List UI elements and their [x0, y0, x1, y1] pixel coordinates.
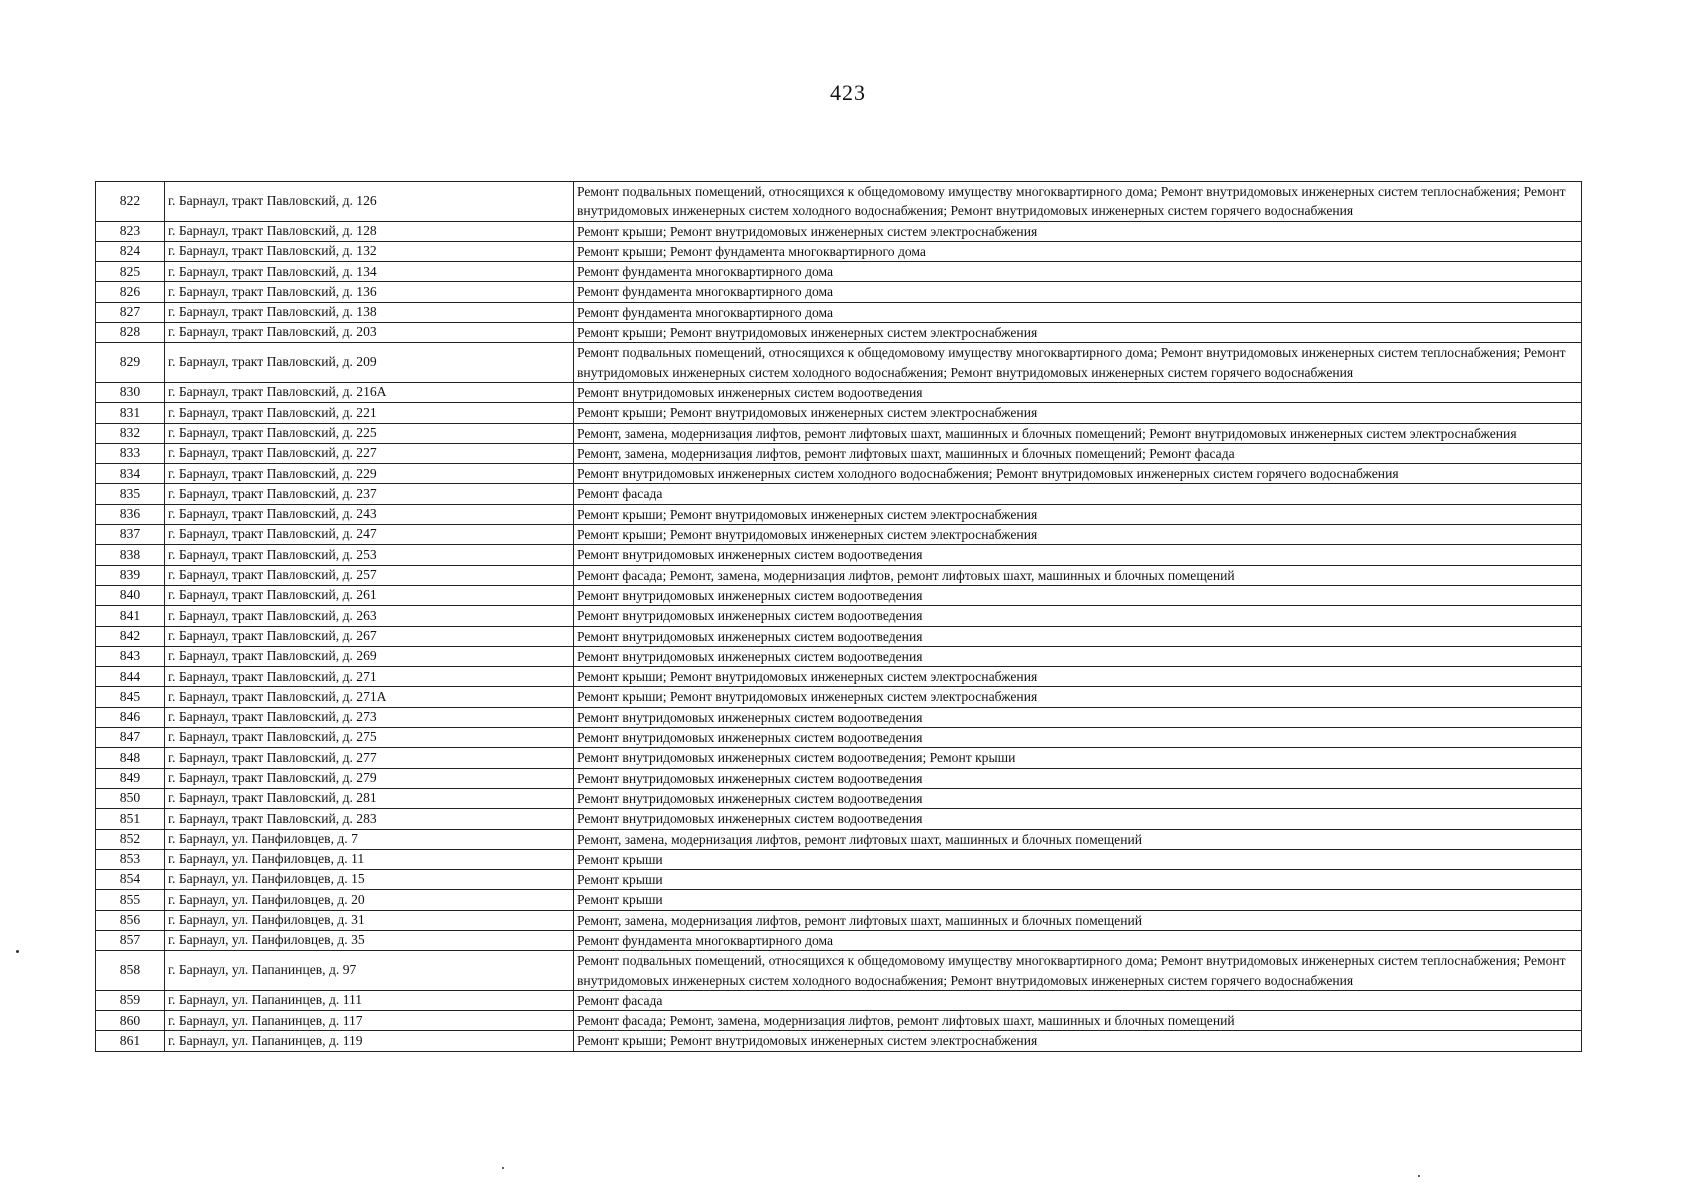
row-number: 850: [96, 788, 165, 808]
row-address: г. Барнаул, тракт Павловский, д. 261: [165, 585, 574, 605]
row-address: г. Барнаул, тракт Павловский, д. 126: [165, 182, 574, 222]
row-address: г. Барнаул, тракт Павловский, д. 269: [165, 646, 574, 666]
table-row: [96, 302, 1582, 322]
table-row: [96, 525, 1582, 545]
table-row: [96, 403, 1582, 423]
row-works: Ремонт крыши; Ремонт внутридомовых инженерных систем электроснабжения: [574, 525, 1582, 545]
row-number: 859: [96, 990, 165, 1010]
row-works: Ремонт внутридомовых инженерных систем водоотведения: [574, 728, 1582, 748]
row-number: 830: [96, 382, 165, 402]
row-works: Ремонт внутридомовых инженерных систем водоотведения: [574, 768, 1582, 788]
row-address: г. Барнаул, тракт Павловский, д. 209: [165, 343, 574, 383]
row-works: Ремонт внутридомовых инженерных систем холодного водоснабжения; Ремонт внутридомовых инженерных систем горячего водоснабжения: [574, 464, 1582, 484]
table-row: [96, 849, 1582, 869]
row-works: Ремонт фундамента многоквартирного дома: [574, 262, 1582, 282]
row-address: г. Барнаул, тракт Павловский, д. 263: [165, 606, 574, 626]
table-body: [96, 182, 1582, 1052]
row-works: Ремонт внутридомовых инженерных систем водоотведения: [574, 585, 1582, 605]
row-works: Ремонт крыши; Ремонт внутридомовых инженерных систем электроснабжения: [574, 667, 1582, 687]
row-number: 840: [96, 585, 165, 605]
row-works: Ремонт внутридомовых инженерных систем водоотведения: [574, 606, 1582, 626]
row-number: 849: [96, 768, 165, 788]
row-number: 826: [96, 282, 165, 302]
row-address: г. Барнаул, тракт Павловский, д. 134: [165, 262, 574, 282]
row-address: г. Барнаул, тракт Павловский, д. 257: [165, 565, 574, 585]
row-address: г. Барнаул, тракт Павловский, д. 253: [165, 545, 574, 565]
table-row: [96, 930, 1582, 950]
row-address: г. Барнаул, тракт Павловский, д. 132: [165, 241, 574, 261]
row-address: г. Барнаул, тракт Павловский, д. 271А: [165, 687, 574, 707]
row-works: Ремонт внутридомовых инженерных систем водоотведения; Ремонт крыши: [574, 748, 1582, 768]
table-row: [96, 1011, 1582, 1031]
row-address: г. Барнаул, ул. Панфиловцев, д. 11: [165, 849, 574, 869]
table-row: [96, 241, 1582, 261]
row-address: г. Барнаул, тракт Павловский, д. 216А: [165, 382, 574, 402]
row-number: 822: [96, 182, 165, 222]
row-address: г. Барнаул, тракт Павловский, д. 203: [165, 323, 574, 343]
table-row: [96, 282, 1582, 302]
table-row: [96, 323, 1582, 343]
row-address: г. Барнаул, ул. Панфиловцев, д. 15: [165, 870, 574, 890]
row-address: г. Барнаул, ул. Папанинцев, д. 119: [165, 1031, 574, 1051]
table-row: [96, 484, 1582, 504]
row-address: г. Барнаул, тракт Павловский, д. 279: [165, 768, 574, 788]
row-address: г. Барнаул, ул. Панфиловцев, д. 7: [165, 829, 574, 849]
row-works: Ремонт фундамента многоквартирного дома: [574, 282, 1582, 302]
scan-speck: [1418, 1175, 1420, 1177]
row-number: 854: [96, 870, 165, 890]
row-works: Ремонт фасада; Ремонт, замена, модернизация лифтов, ремонт лифтовых шахт, машинных и блочных помещений: [574, 565, 1582, 585]
row-address: г. Барнаул, тракт Павловский, д. 237: [165, 484, 574, 504]
row-number: 833: [96, 443, 165, 463]
row-address: г. Барнаул, тракт Павловский, д. 128: [165, 221, 574, 241]
row-number: 835: [96, 484, 165, 504]
row-works: Ремонт внутридомовых инженерных систем водоотведения: [574, 646, 1582, 666]
row-number: 823: [96, 221, 165, 241]
row-works: Ремонт внутридомовых инженерных систем водоотведения: [574, 788, 1582, 808]
row-number: 842: [96, 626, 165, 646]
row-number: 838: [96, 545, 165, 565]
row-number: 824: [96, 241, 165, 261]
row-number: 843: [96, 646, 165, 666]
scan-speck: [502, 1167, 504, 1169]
row-number: 828: [96, 323, 165, 343]
row-number: 846: [96, 707, 165, 727]
row-number: 848: [96, 748, 165, 768]
table-row: [96, 606, 1582, 626]
table-row: [96, 443, 1582, 463]
row-number: 855: [96, 890, 165, 910]
row-works: Ремонт фундамента многоквартирного дома: [574, 930, 1582, 950]
row-works: Ремонт, замена, модернизация лифтов, ремонт лифтовых шахт, машинных и блочных помещений: [574, 829, 1582, 849]
row-address: г. Барнаул, ул. Папанинцев, д. 111: [165, 990, 574, 1010]
table-row: [96, 707, 1582, 727]
row-works: Ремонт крыши; Ремонт внутридомовых инженерных систем электроснабжения: [574, 504, 1582, 524]
row-works: Ремонт внутридомовых инженерных систем водоотведения: [574, 707, 1582, 727]
row-works: Ремонт крыши; Ремонт внутридомовых инженерных систем электроснабжения: [574, 403, 1582, 423]
row-works: Ремонт крыши: [574, 890, 1582, 910]
row-number: 860: [96, 1011, 165, 1031]
table-row: [96, 910, 1582, 930]
row-works: Ремонт крыши; Ремонт внутридомовых инженерных систем электроснабжения: [574, 1031, 1582, 1051]
row-number: 853: [96, 849, 165, 869]
row-number: 861: [96, 1031, 165, 1051]
row-address: г. Барнаул, тракт Павловский, д. 229: [165, 464, 574, 484]
table-row: [96, 545, 1582, 565]
row-works: Ремонт крыши; Ремонт внутридомовых инженерных систем электроснабжения: [574, 687, 1582, 707]
table-row: [96, 382, 1582, 402]
row-address: г. Барнаул, тракт Павловский, д. 277: [165, 748, 574, 768]
row-works: Ремонт, замена, модернизация лифтов, ремонт лифтовых шахт, машинных и блочных помещений; Ремонт внутридомовых инженерных систем электроснабжения: [574, 423, 1582, 443]
row-works: Ремонт подвальных помещений, относящихся к общедомовому имуществу многоквартирного дома; Ремонт внутридомовых инженерных систем теплоснабжения; Ремонт внутридомовых инженерных систем холодного водоснабжения; Ремонт внутридомовых инженерных систем горячего водоснабжения: [574, 951, 1582, 991]
table-row: [96, 221, 1582, 241]
table-row: [96, 585, 1582, 605]
row-works: Ремонт, замена, модернизация лифтов, ремонт лифтовых шахт, машинных и блочных помещений; Ремонт фасада: [574, 443, 1582, 463]
row-address: г. Барнаул, тракт Павловский, д. 281: [165, 788, 574, 808]
row-works: Ремонт подвальных помещений, относящихся к общедомовому имуществу многоквартирного дома; Ремонт внутридомовых инженерных систем теплоснабжения; Ремонт внутридомовых инженерных систем холодного водоснабжения; Ремонт внутридомовых инженерных систем горячего водоснабжения: [574, 182, 1582, 222]
row-number: 852: [96, 829, 165, 849]
table-row: [96, 829, 1582, 849]
table-row: [96, 423, 1582, 443]
row-works: Ремонт внутридомовых инженерных систем водоотведения: [574, 809, 1582, 829]
row-works: Ремонт фасада; Ремонт, замена, модернизация лифтов, ремонт лифтовых шахт, машинных и блочных помещений: [574, 1011, 1582, 1031]
table-row: [96, 890, 1582, 910]
row-number: 844: [96, 667, 165, 687]
table-row: [96, 748, 1582, 768]
row-works: Ремонт крыши; Ремонт внутридомовых инженерных систем электроснабжения: [574, 221, 1582, 241]
table-row: [96, 951, 1582, 991]
row-address: г. Барнаул, тракт Павловский, д. 221: [165, 403, 574, 423]
row-works: Ремонт крыши: [574, 870, 1582, 890]
row-works: Ремонт внутридомовых инженерных систем водоотведения: [574, 626, 1582, 646]
row-number: 841: [96, 606, 165, 626]
row-number: 836: [96, 504, 165, 524]
row-number: 831: [96, 403, 165, 423]
scan-speck: [16, 950, 19, 953]
table-row: [96, 504, 1582, 524]
table-row: [96, 626, 1582, 646]
row-number: 856: [96, 910, 165, 930]
row-address: г. Барнаул, ул. Панфиловцев, д. 20: [165, 890, 574, 910]
page-number: 423: [830, 80, 866, 105]
table-row: [96, 646, 1582, 666]
row-address: г. Барнаул, ул. Папанинцев, д. 117: [165, 1011, 574, 1031]
repair-registry-table: [95, 181, 1582, 1052]
row-number: 839: [96, 565, 165, 585]
table-row: [96, 1031, 1582, 1051]
row-address: г. Барнаул, ул. Папанинцев, д. 97: [165, 951, 574, 991]
row-number: 837: [96, 525, 165, 545]
row-address: г. Барнаул, тракт Павловский, д. 271: [165, 667, 574, 687]
row-works: Ремонт внутридомовых инженерных систем водоотведения: [574, 382, 1582, 402]
table-row: [96, 687, 1582, 707]
row-number: 857: [96, 930, 165, 950]
row-works: Ремонт крыши; Ремонт фундамента многоквартирного дома: [574, 241, 1582, 261]
table-row: [96, 262, 1582, 282]
row-works: Ремонт крыши; Ремонт внутридомовых инженерных систем электроснабжения: [574, 323, 1582, 343]
row-address: г. Барнаул, тракт Павловский, д. 247: [165, 525, 574, 545]
table-row: [96, 343, 1582, 383]
table-row: [96, 182, 1582, 222]
row-address: г. Барнаул, тракт Павловский, д. 275: [165, 728, 574, 748]
row-number: 834: [96, 464, 165, 484]
table-row: [96, 728, 1582, 748]
table-row: [96, 809, 1582, 829]
row-address: г. Барнаул, тракт Павловский, д. 273: [165, 707, 574, 727]
row-number: 851: [96, 809, 165, 829]
table-row: [96, 464, 1582, 484]
row-works: Ремонт, замена, модернизация лифтов, ремонт лифтовых шахт, машинных и блочных помещений: [574, 910, 1582, 930]
row-works: Ремонт подвальных помещений, относящихся к общедомовому имуществу многоквартирного дома; Ремонт внутридомовых инженерных систем теплоснабжения; Ремонт внутридомовых инженерных систем холодного водоснабжения; Ремонт внутридомовых инженерных систем горячего водоснабжения: [574, 343, 1582, 383]
row-works: Ремонт фасада: [574, 484, 1582, 504]
table-row: [96, 788, 1582, 808]
row-number: 827: [96, 302, 165, 322]
row-number: 832: [96, 423, 165, 443]
table-row: [96, 870, 1582, 890]
row-address: г. Барнаул, тракт Павловский, д. 138: [165, 302, 574, 322]
table-row: [96, 990, 1582, 1010]
row-works: Ремонт фасада: [574, 990, 1582, 1010]
row-works: Ремонт крыши: [574, 849, 1582, 869]
row-address: г. Барнаул, тракт Павловский, д. 136: [165, 282, 574, 302]
row-address: г. Барнаул, ул. Панфиловцев, д. 31: [165, 910, 574, 930]
row-address: г. Барнаул, тракт Павловский, д. 227: [165, 443, 574, 463]
table-row: [96, 667, 1582, 687]
row-address: г. Барнаул, тракт Павловский, д. 267: [165, 626, 574, 646]
row-number: 825: [96, 262, 165, 282]
row-number: 858: [96, 951, 165, 991]
table-row: [96, 768, 1582, 788]
row-works: Ремонт внутридомовых инженерных систем водоотведения: [574, 545, 1582, 565]
row-number: 845: [96, 687, 165, 707]
row-address: г. Барнаул, тракт Павловский, д. 283: [165, 809, 574, 829]
row-number: 829: [96, 343, 165, 383]
row-address: г. Барнаул, тракт Павловский, д. 225: [165, 423, 574, 443]
row-address: г. Барнаул, тракт Павловский, д. 243: [165, 504, 574, 524]
row-works: Ремонт фундамента многоквартирного дома: [574, 302, 1582, 322]
row-number: 847: [96, 728, 165, 748]
row-address: г. Барнаул, ул. Панфиловцев, д. 35: [165, 930, 574, 950]
table-row: [96, 565, 1582, 585]
